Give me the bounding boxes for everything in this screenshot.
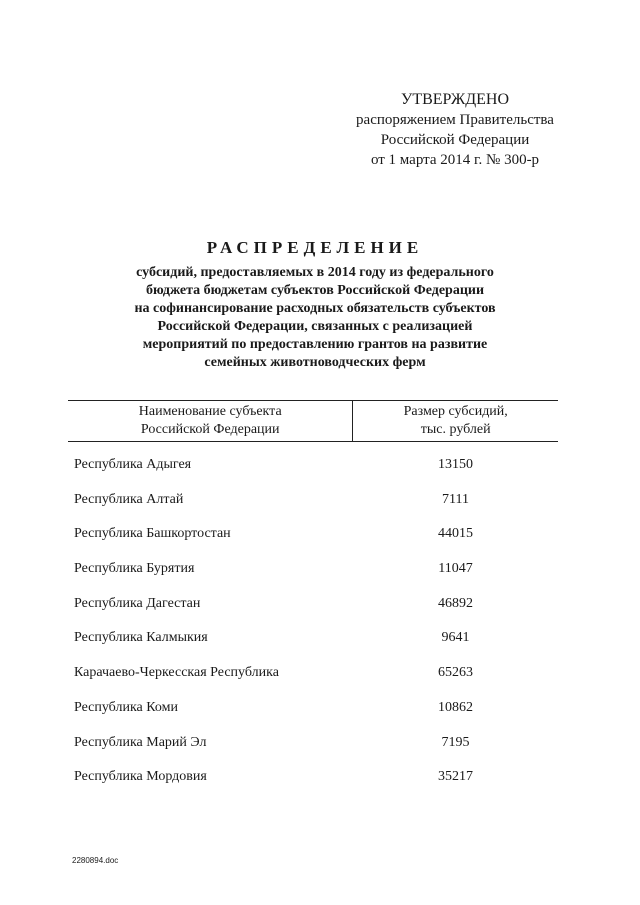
region-name: Республика Дагестан <box>74 595 201 611</box>
table-row <box>68 734 558 769</box>
region-name: Карачаево-Черкесская Республика <box>74 665 279 681</box>
subsidy-table <box>68 400 558 803</box>
header-subsidy-line: Размер субсидий, <box>403 404 508 419</box>
header-subsidy-line: тыс. рублей <box>420 422 491 437</box>
table-row <box>68 699 558 734</box>
subsidy-value: 11047 <box>438 561 473 577</box>
subtitle-line: субсидий, предоставляемых в 2014 году из федерального <box>136 265 494 280</box>
table-body <box>68 456 558 803</box>
document-filename: 2280894.doc <box>72 856 119 865</box>
region-name: Республика Марий Эл <box>74 734 207 750</box>
table-row <box>68 525 558 560</box>
table-header <box>68 400 558 442</box>
region-name: Республика Алтай <box>74 491 184 507</box>
subtitle-line: на софинансирование расходных обязательств субъектов <box>134 301 496 316</box>
table-row <box>68 629 558 664</box>
subtitle-line: Российской Федерации, связанных с реализацией <box>157 319 473 334</box>
region-name: Республика Башкортостан <box>74 526 231 542</box>
table-row <box>68 456 558 491</box>
subtitle-line: мероприятий по предоставлению грантов на развитие <box>142 337 488 352</box>
region-name: Республика Адыгея <box>74 457 192 472</box>
approval-line-2: Российской Федерации <box>380 132 530 148</box>
header-region-name-line: Российской Федерации <box>140 422 280 437</box>
subsidy-value: 46892 <box>438 595 473 611</box>
region-name: Республика Бурятия <box>74 561 195 577</box>
table-row <box>68 560 558 595</box>
approval-line-1: распоряжением Правительства <box>356 112 554 128</box>
table-row <box>68 491 558 526</box>
table-row <box>68 595 558 630</box>
region-name: Республика Мордовия <box>74 769 207 785</box>
region-name: Республика Коми <box>74 699 178 715</box>
subtitle-line: семейных животноводческих ферм <box>204 355 426 370</box>
subsidy-value: 7195 <box>441 734 470 750</box>
document-title: РАСПРЕДЕЛЕНИЕ <box>206 238 424 257</box>
header-region-name-line: Наименование субъекта <box>138 404 282 419</box>
subsidy-value: 13150 <box>438 457 473 472</box>
table-row <box>68 664 558 699</box>
subtitle-line: бюджета бюджетам субъектов Российской Федерации <box>145 283 485 298</box>
subsidy-value: 9641 <box>441 630 470 646</box>
approval-block <box>330 90 580 170</box>
subsidy-value: 7111 <box>442 491 469 507</box>
table-row <box>68 768 558 803</box>
document-subtitle <box>90 264 540 372</box>
subsidy-value: 65263 <box>438 665 473 681</box>
region-name: Республика Калмыкия <box>74 630 208 646</box>
subsidy-value: 44015 <box>438 526 473 542</box>
header-region-name <box>68 401 352 441</box>
subsidy-value: 35217 <box>438 769 473 785</box>
subsidy-value: 10862 <box>438 699 473 715</box>
approval-heading: УТВЕРЖДЕНО <box>400 91 509 108</box>
header-subsidy-amount <box>352 401 558 441</box>
approval-line-3: от 1 марта 2014 г. № 300-р <box>370 152 540 168</box>
